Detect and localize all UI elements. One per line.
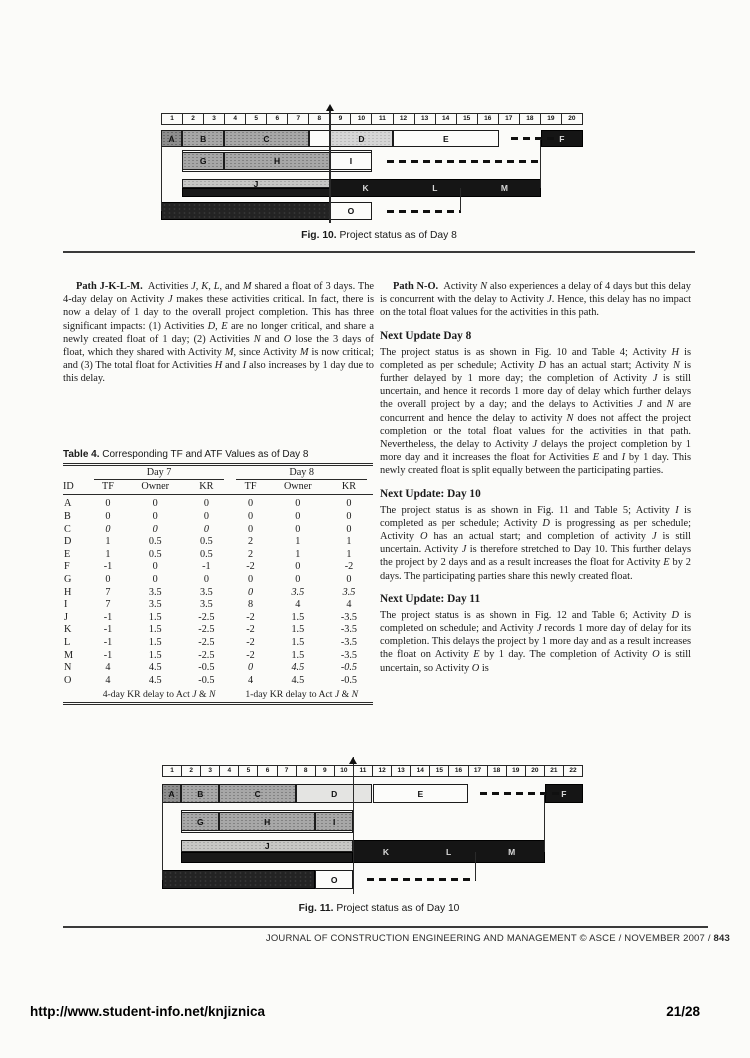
day-cell: 17 xyxy=(469,765,488,777)
table4-group-row xyxy=(63,465,373,481)
day-cell: 21 xyxy=(545,765,564,777)
gantt-bar-J xyxy=(181,840,353,852)
fig10-caption-label: Fig. 10. xyxy=(301,230,337,241)
table-cell: -2.5 xyxy=(198,611,215,623)
day-cell: 13 xyxy=(392,765,411,777)
col-owner-day7: Owner xyxy=(128,481,182,495)
float-dash-line xyxy=(480,792,560,795)
table-cell: 7 xyxy=(105,599,111,611)
bar-label: J xyxy=(253,178,259,189)
table4-corner xyxy=(63,465,88,481)
gantt-bar-I xyxy=(330,152,372,170)
table-cell: 0 xyxy=(247,573,254,585)
table-cell: -1 xyxy=(103,611,113,623)
bar-label: E xyxy=(443,133,449,144)
gantt-bar-C xyxy=(224,130,308,147)
cell-id: J xyxy=(64,611,68,623)
gantt-bar-KLM xyxy=(353,840,544,863)
day-cell: 4 xyxy=(220,765,239,777)
table-cell: 0 xyxy=(346,498,352,510)
table-cell: 1 xyxy=(346,536,352,548)
day-cell: 19 xyxy=(507,765,526,777)
day-cell: 15 xyxy=(430,765,449,777)
table-row-J xyxy=(63,611,373,624)
table-row-G xyxy=(63,573,373,586)
source-url: http://www.student-info.net/knjiznica xyxy=(30,1004,265,1019)
table-cell: 4 xyxy=(105,674,111,686)
table-row-I xyxy=(63,598,373,611)
day-cell: 6 xyxy=(267,113,288,125)
table-cell: 1 xyxy=(105,548,111,560)
table-cell: 1.5 xyxy=(148,649,162,661)
table-cell: -0.5 xyxy=(340,674,358,686)
table-cell: 4.5 xyxy=(148,662,162,674)
day-cell: 1 xyxy=(162,765,182,777)
table-cell: 1.5 xyxy=(291,611,305,623)
day-cell: 10 xyxy=(351,113,372,125)
gantt-bar-J xyxy=(182,179,330,188)
table-cell: -3.5 xyxy=(340,611,358,623)
table-cell: 0.5 xyxy=(148,536,162,548)
gantt-bar-G xyxy=(182,152,224,170)
table-cell: -0.5 xyxy=(340,662,358,674)
connector-line xyxy=(540,139,541,189)
table-cell: 0 xyxy=(105,498,111,510)
fig10-chart xyxy=(161,104,583,226)
table-row-O xyxy=(63,674,373,687)
table-cell: 0 xyxy=(295,510,301,522)
table-cell: 1.5 xyxy=(291,649,305,661)
bar-label: M xyxy=(508,846,516,857)
gantt-bar xyxy=(181,852,353,864)
table-cell: 0 xyxy=(203,573,209,585)
col-tf-day8: TF xyxy=(230,481,270,495)
gantt-bar-C xyxy=(219,784,296,803)
table-row-F xyxy=(63,561,373,574)
table-cell: 4.5 xyxy=(291,662,305,674)
day-cell: 16 xyxy=(449,765,468,777)
table-cell: 0 xyxy=(203,523,209,535)
day-cell: 8 xyxy=(297,765,316,777)
table-cell: 2 xyxy=(247,548,254,560)
gantt-bar xyxy=(161,202,330,220)
col-owner-day8: Owner xyxy=(271,481,325,495)
status-marker-triangle xyxy=(349,757,357,764)
day-cell: 11 xyxy=(372,113,393,125)
bar-label: C xyxy=(254,788,261,799)
table4-body xyxy=(63,495,373,687)
fig11-caption-label: Fig. 11. xyxy=(298,903,334,914)
table-cell: 0.5 xyxy=(148,548,162,560)
table-cell: -2 xyxy=(246,636,255,648)
table-cell: -3.5 xyxy=(340,649,358,661)
bar-label: F xyxy=(559,133,565,144)
para-path-no: Path N-O. Activity N also experiences a delay of 4 days but this delay is concurrent with the delay to Activity J. Hence, this delay has no impact on the total float values for the activities in this path. xyxy=(380,281,691,319)
table-cell: 4 xyxy=(105,662,111,674)
page-indicator: 21/28 xyxy=(666,1004,700,1019)
bar-label: L xyxy=(445,846,452,857)
table-row-B xyxy=(63,510,373,523)
day-header xyxy=(161,113,583,125)
connector-line xyxy=(544,794,545,852)
footer-rule xyxy=(63,926,708,928)
section-rule-top xyxy=(63,251,695,253)
status-marker-triangle xyxy=(326,104,334,111)
table-cell: 0 xyxy=(105,510,111,522)
gantt-bar-E xyxy=(373,784,469,803)
table-cell: 4.5 xyxy=(291,674,305,686)
bar-label: O xyxy=(330,874,338,885)
table-cell: 0 xyxy=(295,561,301,573)
table-cell: 0 xyxy=(295,523,301,535)
col-kr-day8: KR xyxy=(325,481,373,495)
heading-next-update-day10: Next Update: Day 10 xyxy=(380,487,481,500)
cell-id: M xyxy=(64,649,74,661)
bar-label: F xyxy=(561,788,567,799)
cell-id: L xyxy=(64,636,71,648)
table-cell: 0 xyxy=(247,510,254,522)
table-cell: -1 xyxy=(103,649,113,661)
fig11-caption-text: Project status as of Day 10 xyxy=(336,903,460,914)
gantt-bar-O xyxy=(330,202,372,220)
table-cell: 1.5 xyxy=(148,611,162,623)
status-date-line xyxy=(329,111,331,223)
table-cell: 0 xyxy=(152,498,158,510)
table-cell: 0 xyxy=(346,523,352,535)
table-cell: 2 xyxy=(247,536,254,548)
table-cell: 3.5 xyxy=(148,599,162,611)
bar-label: K xyxy=(362,183,369,193)
table-cell: 1 xyxy=(295,548,301,560)
float-dash-line xyxy=(367,878,476,881)
day-cell: 16 xyxy=(478,113,499,125)
bar-label: G xyxy=(196,816,204,827)
bar-label: C xyxy=(263,133,270,144)
day-cell: 3 xyxy=(204,113,225,125)
cell-id: I xyxy=(64,599,68,611)
bar-label: J xyxy=(264,840,270,851)
footnote-spacer xyxy=(63,687,88,704)
fig11-chart xyxy=(162,757,583,897)
day-cell: 20 xyxy=(526,765,545,777)
table4-group-day8: Day 8 xyxy=(230,465,373,481)
table-cell: 1.5 xyxy=(291,636,305,648)
table-cell: 3.5 xyxy=(291,586,305,598)
day-cell: 8 xyxy=(309,113,330,125)
cell-id: F xyxy=(64,561,70,573)
connector-line xyxy=(475,852,476,880)
para-day8: The project status is as shown in Fig. 10 and Table 4; Activity H is completed as per schedule; Activity D has an actual start; Activity N is further delayed by 1 more day; the completion of Activity J is still uncertain, and hence it records 1 more day of delay which further delays the overall project by a day; and the delays to Activities J and N are concurrent and hence the delay to activity N does not affect the project completion or the total float values for the activities in that path. Nevertheless, the delay to Activity J delays the project completion by 1 more day and it increases the float for Activities E and I by 1 day. This newly created float is split equally between the participating parties. xyxy=(380,346,692,477)
gantt-bar-D xyxy=(296,784,373,803)
bar-label: B xyxy=(197,788,204,799)
day-header xyxy=(162,765,583,777)
table-cell: 0 xyxy=(346,510,352,522)
table-cell: -3.5 xyxy=(340,624,358,636)
gantt-bar-I xyxy=(315,812,353,831)
table-cell: -1 xyxy=(103,561,113,573)
gantt-bar-B xyxy=(182,130,224,147)
day-cell: 18 xyxy=(520,113,541,125)
cell-id: B xyxy=(64,510,71,522)
table4 xyxy=(63,449,373,705)
float-dash-line xyxy=(511,137,557,140)
day-cell: 5 xyxy=(246,113,267,125)
table-cell: 0 xyxy=(295,573,301,585)
table-cell: 0 xyxy=(346,573,352,585)
day-cell: 9 xyxy=(316,765,335,777)
day-cell: 4 xyxy=(225,113,246,125)
footnote-day7: 4-day KR delay to Act J & N xyxy=(102,688,216,700)
col-id: ID xyxy=(63,481,88,495)
cell-id: K xyxy=(64,624,72,636)
table-cell: 0.5 xyxy=(200,536,213,548)
table-cell: 0 xyxy=(247,662,254,674)
gantt-bar xyxy=(309,130,330,147)
table-row-D xyxy=(63,535,373,548)
table-cell: 1 xyxy=(295,536,301,548)
fig10-caption xyxy=(63,230,695,241)
bar-label: H xyxy=(264,816,271,827)
table-row-L xyxy=(63,636,373,649)
bar-label: G xyxy=(199,156,207,166)
connector-line xyxy=(460,188,461,211)
cell-id: D xyxy=(64,536,72,548)
gantt-bar-H xyxy=(219,812,315,831)
cell-id: N xyxy=(64,662,72,674)
day-cell: 12 xyxy=(373,765,392,777)
table-cell: -2.5 xyxy=(198,624,215,636)
day-cell: 5 xyxy=(239,765,258,777)
day-cell: 13 xyxy=(415,113,436,125)
table-cell: -2 xyxy=(246,624,255,636)
table-cell: 0 xyxy=(247,498,254,510)
bar-label: D xyxy=(331,788,338,799)
gantt-bar-O xyxy=(315,870,353,889)
table-cell: 0 xyxy=(152,523,158,535)
gantt-bar xyxy=(162,870,315,889)
day-cell: 10 xyxy=(335,765,354,777)
day-cell: 14 xyxy=(411,765,430,777)
cell-id: G xyxy=(64,573,72,585)
table-cell: 0 xyxy=(105,573,111,585)
heading-next-update-day11: Next Update: Day 11 xyxy=(380,592,481,605)
day-cell: 15 xyxy=(457,113,478,125)
table-cell: 4 xyxy=(295,599,301,611)
float-dash-line xyxy=(387,210,461,213)
cell-id: C xyxy=(64,523,71,535)
bar-label: E xyxy=(417,788,424,799)
gantt-bar-D xyxy=(330,130,393,147)
table4-foot xyxy=(63,687,373,704)
heading-next-update-day8: Next Update Day 8 xyxy=(380,329,472,342)
table-cell: -1 xyxy=(103,624,113,636)
table-cell: 3.5 xyxy=(200,599,213,611)
table-cell: 1.5 xyxy=(148,636,162,648)
day-cell: 9 xyxy=(330,113,351,125)
gantt-bar-KLM xyxy=(330,179,541,197)
bar-label: O xyxy=(347,206,355,216)
day-cell: 2 xyxy=(182,765,201,777)
table-cell: -2 xyxy=(246,611,255,623)
table-cell: 0.5 xyxy=(200,548,213,560)
bar-label: M xyxy=(500,183,509,193)
table-row-H xyxy=(63,586,373,599)
table-cell: 3.5 xyxy=(200,586,213,598)
table-cell: 0 xyxy=(152,573,158,585)
table-cell: 0 xyxy=(247,586,254,598)
bar-label: I xyxy=(349,156,353,166)
journal-footer: JOURNAL OF CONSTRUCTION ENGINEERING AND MANAGEMENT © ASCE / NOVEMBER 2007 / 843 xyxy=(265,933,730,944)
table-cell: 0 xyxy=(105,523,111,535)
table-row-M xyxy=(63,649,373,662)
table-cell: 8 xyxy=(247,599,254,611)
table-cell: 1 xyxy=(105,536,111,548)
gantt-bar xyxy=(182,188,330,197)
day-cell: 17 xyxy=(499,113,520,125)
day-cell: 19 xyxy=(541,113,562,125)
connector-line xyxy=(162,794,163,880)
table-cell: -2 xyxy=(246,649,255,661)
table-cell: -2 xyxy=(246,561,255,573)
col-kr-day7: KR xyxy=(182,481,230,495)
footnote-day8: 1-day KR delay to Act J & N xyxy=(245,688,359,700)
table-cell: -1 xyxy=(103,636,113,648)
table-cell: 3.5 xyxy=(342,586,356,598)
table-cell: 4 xyxy=(346,599,352,611)
table-cell: 1.5 xyxy=(291,624,305,636)
day-cell: 1 xyxy=(161,113,183,125)
table-cell: 1 xyxy=(346,548,352,560)
para-day10: The project status is as shown in Fig. 11 and Table 5; Activity I is completed as per schedule; Activity D is progressing as per schedule; Activity O has an actual start; and completion of activity J is still uncertain. Activity J is therefore stretched to Day 10. This further delays the project by 2 days and as a result increases the float for Activity E by 2 days. The participating parties share this newly created float. xyxy=(380,504,692,582)
bar-label: B xyxy=(200,133,207,144)
table-cell: 4.5 xyxy=(148,674,162,686)
right-column xyxy=(380,280,691,676)
bar-label: A xyxy=(168,788,175,799)
table4-group-day7: Day 7 xyxy=(88,465,231,481)
bar-label: A xyxy=(168,133,175,144)
cell-id: O xyxy=(64,674,72,686)
day-cell: 6 xyxy=(258,765,277,777)
day-cell: 20 xyxy=(562,113,583,125)
table-cell: 0 xyxy=(152,561,158,573)
table-cell: -0.5 xyxy=(198,662,215,674)
gantt-bar-H xyxy=(224,152,330,170)
table-row-C xyxy=(63,523,373,536)
para-path-jklm: Path J-K-L-M. Activities J, K, L, and M shared a float of 3 days. The 4-day delay on Activity J makes these activities critical. In fact, there is now a delay of 1 day to the overall project completion. This has three significant impacts: (1) Activities D, E are no longer critical, and share a newly created float of 1 day; (2) Activities N and O lose the 3 days of float, which they shared with Activity M, since Activity M is now critical; and (3) The total float for Activities H and I also increases by 1 day due to this delay. xyxy=(63,281,375,385)
table-cell: -0.5 xyxy=(198,674,215,686)
day-cell: 11 xyxy=(354,765,373,777)
table-cell: 4 xyxy=(247,674,254,686)
table-row-E xyxy=(63,548,373,561)
day-cell: 7 xyxy=(288,113,309,125)
float-dash-line xyxy=(387,160,541,163)
table-cell: -2.5 xyxy=(198,636,215,648)
connector-line xyxy=(161,139,162,212)
day-cell: 3 xyxy=(201,765,220,777)
table-cell: -1 xyxy=(202,561,211,573)
table-cell: 0 xyxy=(152,510,158,522)
fig11-caption xyxy=(63,903,695,914)
gantt-bar-G xyxy=(181,812,219,831)
table4-caption: Table 4. Corresponding TF and ATF Values as of Day 8 xyxy=(63,449,309,460)
table-cell: 1.5 xyxy=(148,624,162,636)
gantt-bar-E xyxy=(393,130,499,147)
table-cell: -3.5 xyxy=(340,636,358,648)
fig10-caption-text: Project status as of Day 8 xyxy=(339,230,457,241)
table4-column-header-row xyxy=(63,481,373,495)
table-cell: -2 xyxy=(344,561,354,573)
table-cell: 3.5 xyxy=(148,586,162,598)
cell-id: H xyxy=(64,586,72,598)
gantt-bar-A xyxy=(162,784,181,803)
table4-footnote-row xyxy=(63,687,373,704)
table4-head xyxy=(63,465,373,495)
bar-label: I xyxy=(333,816,336,827)
day-cell: 12 xyxy=(394,113,415,125)
table-row-A xyxy=(63,495,373,510)
status-date-line xyxy=(353,757,355,894)
table-cell: 0 xyxy=(247,523,254,535)
table-cell: 0 xyxy=(203,510,209,522)
day-cell: 22 xyxy=(564,765,583,777)
cell-id: A xyxy=(64,498,72,510)
cell-id: E xyxy=(64,548,71,560)
bar-label: D xyxy=(358,133,365,144)
day-cell: 2 xyxy=(183,113,204,125)
table-row-K xyxy=(63,624,373,637)
para-day11: The project status is as shown in Fig. 12 and Table 6; Activity D is completed on schedule; and Activity J records 1 more day of delay for its completion. This delays the project by 1 more day and as a result increases the float on Activity E by 1 day. The completion of Activity O is still uncertain, so Activity O is xyxy=(380,609,691,674)
gantt-bar-B xyxy=(181,784,219,803)
table-cell: 0 xyxy=(203,498,209,510)
table-row-N xyxy=(63,661,373,674)
table-cell: 7 xyxy=(105,586,111,598)
day-cell: 14 xyxy=(436,113,457,125)
day-cell: 18 xyxy=(488,765,507,777)
day-cell: 7 xyxy=(278,765,297,777)
bar-label: K xyxy=(382,846,389,857)
col-tf-day7: TF xyxy=(88,481,128,495)
table-cell: -2.5 xyxy=(198,649,215,661)
bar-label: L xyxy=(432,183,438,193)
table-cell: 0 xyxy=(295,498,301,510)
gantt-bar-A xyxy=(161,130,182,147)
bar-label: H xyxy=(273,156,281,166)
left-column xyxy=(63,280,374,387)
